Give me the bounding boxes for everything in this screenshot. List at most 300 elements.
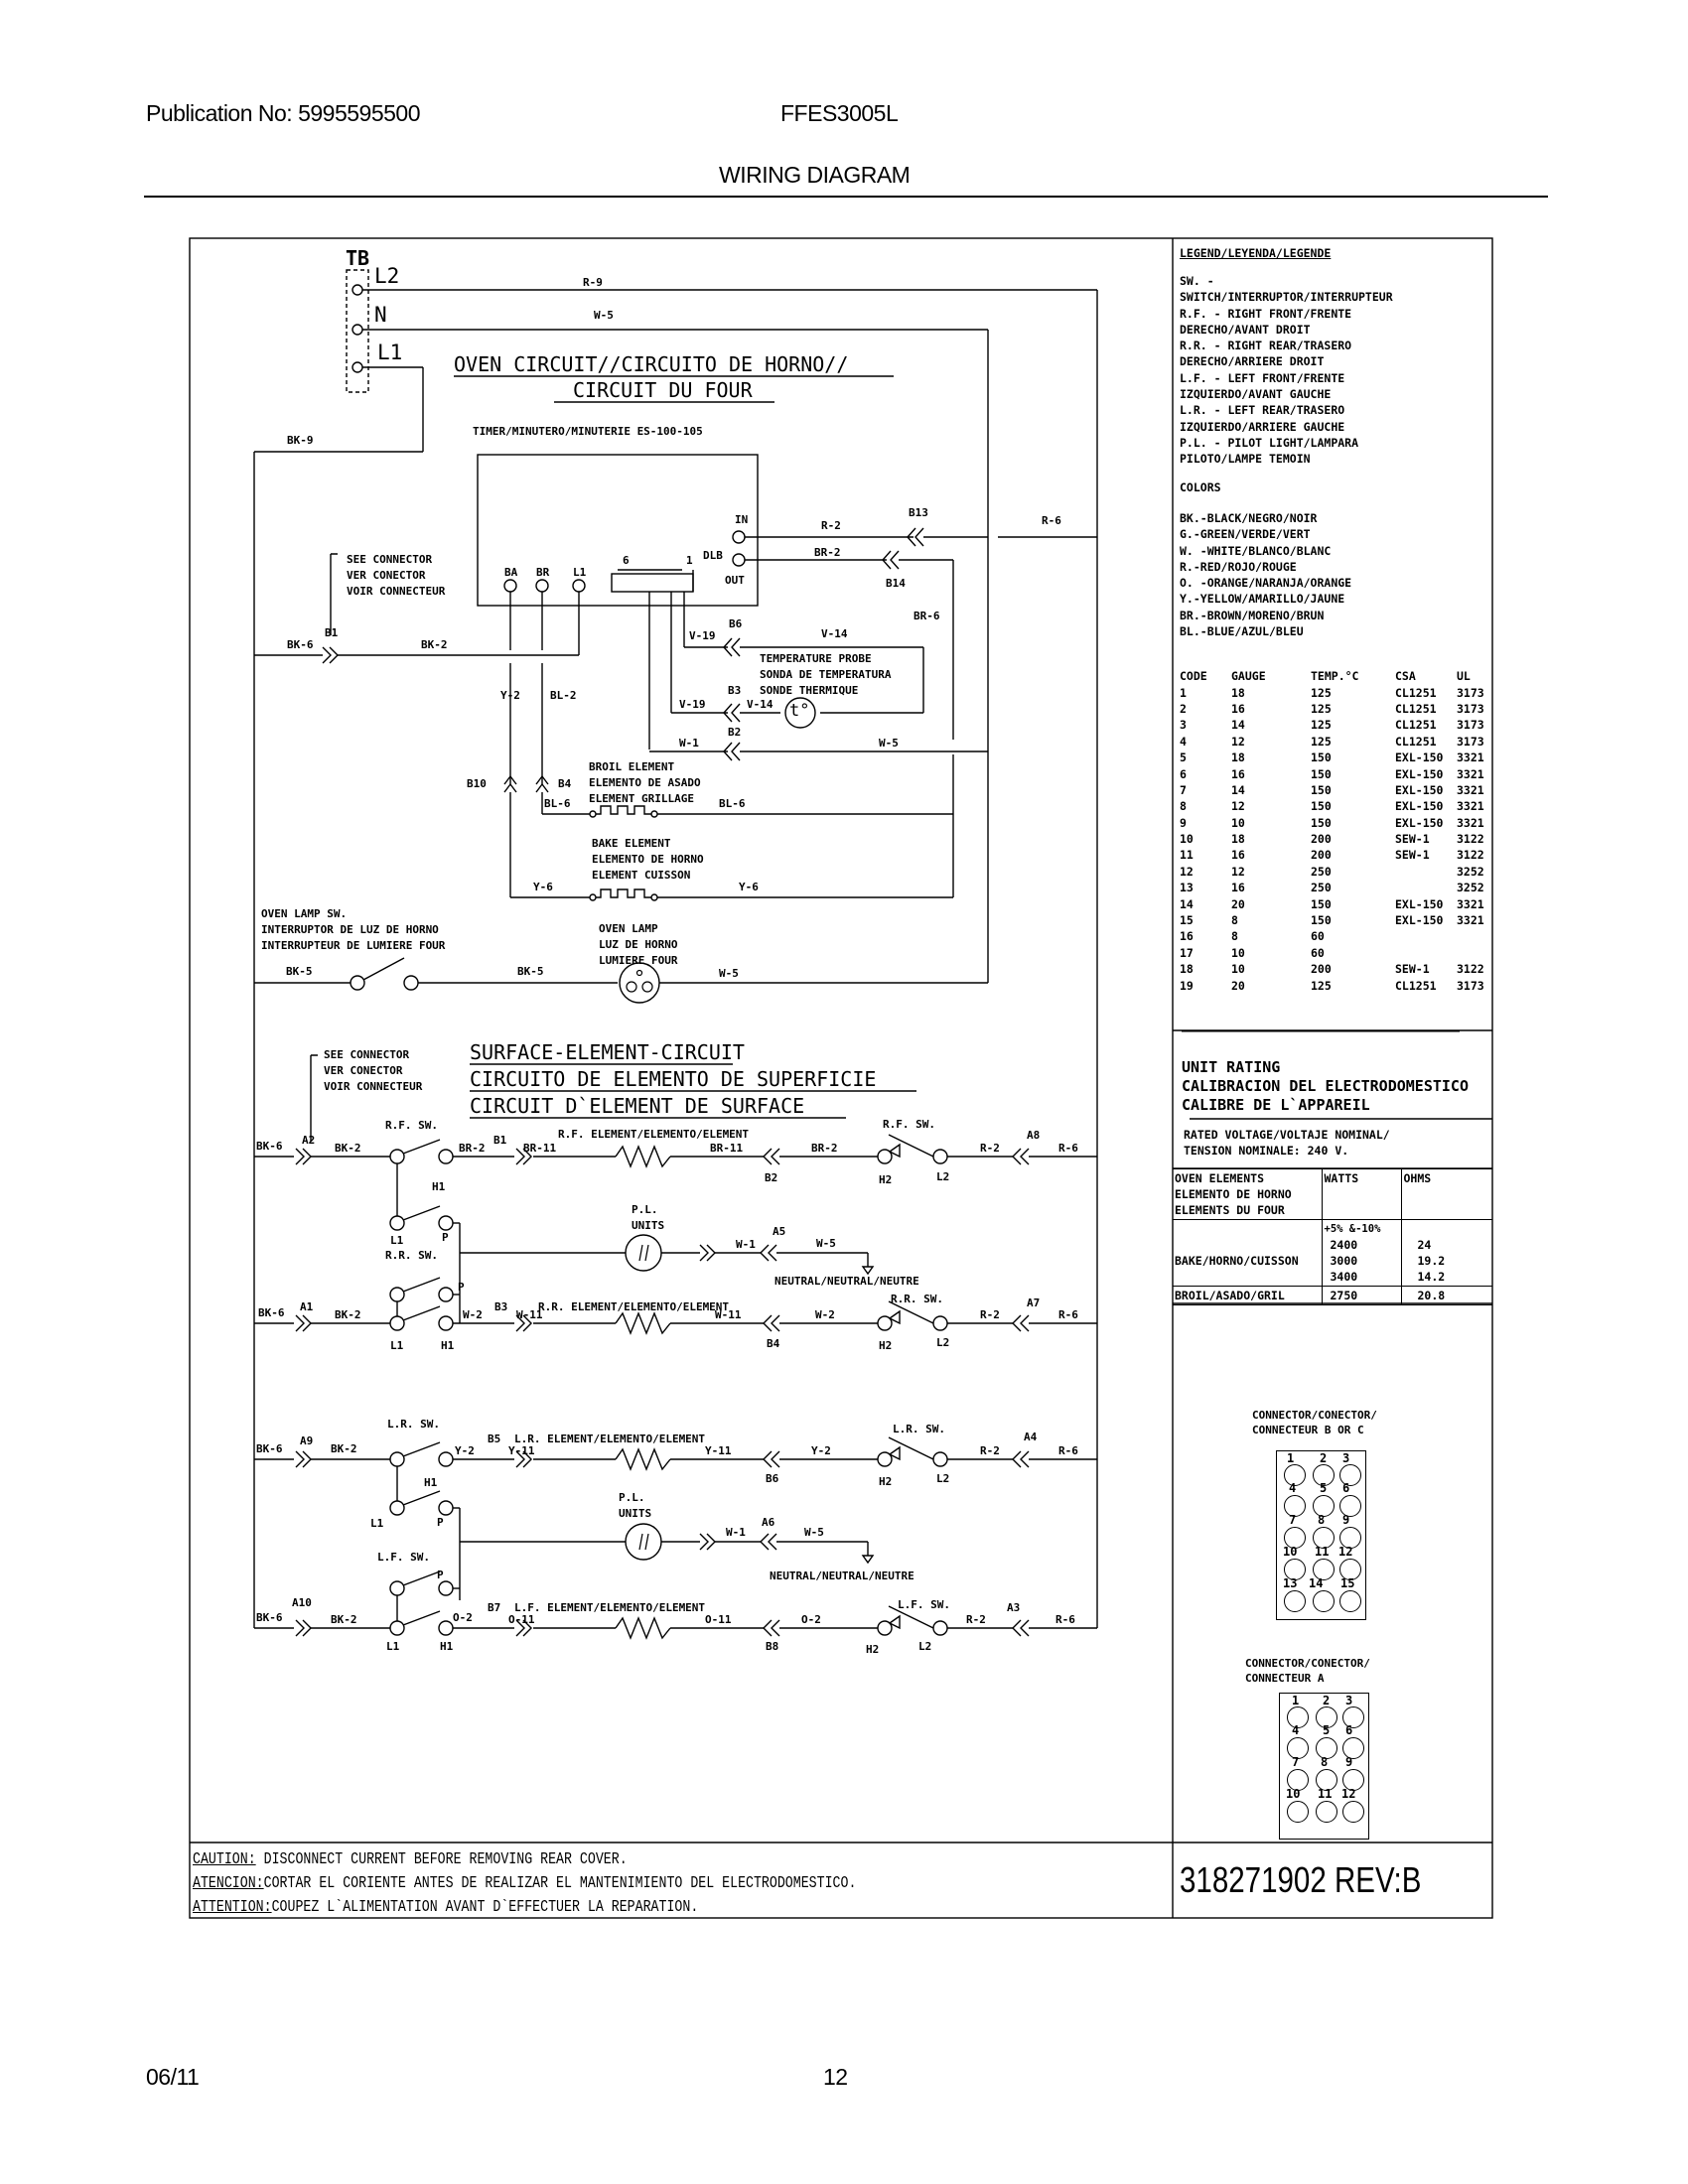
r4-supply: R-6	[1055, 1613, 1075, 1626]
r1-conn-out: A8	[1027, 1129, 1041, 1142]
r3-p: P	[437, 1516, 444, 1529]
r2-sw2-label: R.R. SW.	[891, 1293, 943, 1305]
r1-in-wire: BK-6	[256, 1140, 283, 1153]
r1-h1: H1	[432, 1180, 446, 1193]
legend-line: SWITCH/INTERRUPTOR/INTERRUPTEUR	[1180, 290, 1393, 305]
timer-terminal-l1: L1	[573, 566, 587, 579]
r1-el-wire2: BR-11	[710, 1142, 744, 1155]
pin-number: 12	[1338, 1545, 1353, 1559]
color-line: BK.-BLACK/NEGRO/NOIR	[1180, 511, 1318, 525]
r1-l2: L2	[936, 1170, 950, 1183]
r1-sw-label: R.F. SW.	[385, 1119, 438, 1132]
cell: 3173	[1457, 978, 1484, 993]
r3-sw2-label: L.R. SW.	[893, 1423, 945, 1435]
pin-number: 10	[1283, 1545, 1298, 1559]
connector-a-title-1: CONNECTOR/CONECTOR/	[1245, 1657, 1370, 1670]
pin-number: 2	[1323, 1694, 1331, 1707]
caution-text: CORTAR EL CORIENTE ANTES DE REALIZAR EL MANTENIMIENTO DEL ELECTRODOMESTICO.	[263, 1874, 857, 1893]
conn-b14: B14	[886, 577, 906, 590]
wire-w5-b: W-5	[879, 737, 899, 750]
table-row	[1180, 815, 1496, 831]
cell: SEW-1	[1395, 848, 1430, 863]
pin-number: 9	[1342, 1513, 1350, 1527]
colors-title: COLORS	[1180, 480, 1221, 494]
pin-number: 8	[1318, 1513, 1326, 1527]
watts-value: 2400	[1330, 1238, 1358, 1252]
cell: EXL-150	[1395, 782, 1444, 797]
cell: EXL-150	[1395, 896, 1444, 911]
cell: SEW-1	[1395, 832, 1430, 847]
table-row	[1180, 684, 1496, 700]
cell: 12	[1231, 864, 1245, 879]
cell: 150	[1311, 751, 1332, 765]
r1-h2: H2	[879, 1173, 893, 1186]
rated-voltage-1: RATED VOLTAGE/VOLTAJE NOMINAL/	[1184, 1128, 1390, 1142]
dlb-label: DLB	[703, 549, 723, 562]
r2-conn-in: A1	[300, 1300, 314, 1313]
cell: CL1251	[1395, 701, 1437, 716]
col-watts: WATTS	[1322, 1169, 1401, 1220]
r3-el-wire2: Y-11	[705, 1444, 732, 1457]
watts-value: 3400	[1330, 1270, 1358, 1284]
legend-list	[1180, 273, 1393, 468]
col-oven-elements	[1173, 1169, 1322, 1220]
cell: 125	[1311, 734, 1332, 749]
bake-row	[1173, 1220, 1492, 1287]
r1-conn-in: A2	[302, 1134, 316, 1147]
r4-conn-in: A10	[292, 1596, 312, 1609]
r3-ret-wire: Y-2	[811, 1444, 831, 1457]
cell: 3122	[1457, 962, 1484, 977]
bake-label-3: ELEMENT CUISSON	[592, 869, 691, 882]
part-number: 318271902 REV:B	[1180, 1859, 1422, 1900]
cell: 12	[1180, 864, 1194, 879]
color-line: BL.-BLUE/AZUL/BLEU	[1180, 624, 1304, 639]
rated-voltage	[1184, 1127, 1390, 1160]
cell: CL1251	[1395, 718, 1437, 733]
wire-r6: R-6	[1042, 514, 1061, 527]
col-csa: CSA	[1395, 669, 1416, 684]
lf-sw-label: L.F. SW.	[377, 1551, 430, 1564]
r3-l2: L2	[936, 1472, 950, 1485]
caution-block	[193, 1848, 856, 1920]
cell: 125	[1311, 685, 1332, 700]
r4-in-wire: BK-6	[256, 1611, 283, 1624]
connector-bc-title	[1252, 1408, 1377, 1437]
cell: 150	[1311, 766, 1332, 781]
neutral-label-1: NEUTRAL/NEUTRAL/NEUTRE	[774, 1275, 919, 1288]
cell: 15	[1180, 913, 1194, 928]
r3-b-in: B5	[488, 1433, 501, 1445]
cell: 60	[1311, 945, 1325, 960]
connector-a-title-2: CONNECTEUR A	[1245, 1672, 1325, 1685]
r4-el-wire2: O-11	[705, 1613, 732, 1626]
wire-y2: Y-2	[500, 689, 520, 702]
r1-supply: R-6	[1058, 1142, 1078, 1155]
r4-el-wire1: O-11	[508, 1613, 535, 1626]
cell: 150	[1311, 782, 1332, 797]
wire-y6-a: Y-6	[533, 881, 553, 893]
lamp-switch-label-2: INTERRUPTOR DE LUZ DE HORNO	[261, 923, 439, 936]
probe-label-2: SONDA DE TEMPERATURA	[760, 668, 892, 681]
pl1-w5: W-5	[816, 1237, 836, 1250]
table-row	[1180, 961, 1496, 977]
probe-label-3: SONDE THERMIQUE	[760, 684, 859, 697]
cell: 1	[1180, 685, 1187, 700]
broil-label: BROIL/ASADO/GRIL	[1173, 1287, 1322, 1305]
cell: 3321	[1457, 799, 1484, 814]
bake-label-2: ELEMENTO DE HORNO	[592, 853, 704, 866]
pin-number: 1	[1292, 1694, 1300, 1707]
legend-title: LEGEND/LEYENDA/LEGENDE	[1180, 246, 1332, 260]
pl1-conn: A5	[773, 1225, 786, 1238]
cell: 10	[1231, 815, 1245, 830]
surface-title-1: SURFACE-ELEMENT-CIRCUIT	[470, 1040, 745, 1064]
cell: 18	[1231, 685, 1245, 700]
cell: 3321	[1457, 815, 1484, 830]
connector-bc-title-1: CONNECTOR/CONECTOR/	[1252, 1409, 1377, 1422]
table-row	[1180, 928, 1496, 944]
cell: 200	[1311, 962, 1332, 977]
cell: 2	[1180, 701, 1187, 716]
cell: 150	[1311, 896, 1332, 911]
cell: 18	[1180, 962, 1194, 977]
cell	[1395, 864, 1457, 880]
cell: EXL-150	[1395, 766, 1444, 781]
pin-number: 11	[1318, 1787, 1333, 1801]
pin-number: 7	[1292, 1755, 1300, 1769]
r3-r-wire: R-2	[980, 1444, 1000, 1457]
table-row	[1180, 701, 1496, 717]
cell	[1395, 880, 1457, 895]
cell: 3	[1180, 718, 1187, 733]
publication-number: Publication No: 5995595500	[146, 100, 421, 126]
caution-line-fr	[193, 1896, 856, 1920]
cell: 3173	[1457, 734, 1484, 749]
table-row	[1180, 895, 1496, 911]
r1-p: P	[442, 1231, 449, 1244]
cell: 10	[1231, 962, 1245, 977]
conn-b13: B13	[909, 506, 928, 519]
pin-number: 10	[1286, 1787, 1301, 1801]
pin-number: 12	[1341, 1787, 1356, 1801]
cell: 3321	[1457, 913, 1484, 928]
wire-w5-c: W-5	[719, 967, 739, 980]
see-connector-3: VOIR CONNECTEUR	[347, 585, 446, 598]
lamp-label-3: LUMIERE FOUR	[599, 954, 678, 967]
cell: 3321	[1457, 751, 1484, 765]
r3-sw-label: L.R. SW.	[387, 1418, 440, 1431]
cell: CL1251	[1395, 734, 1437, 749]
r1-element: R.F. ELEMENT/ELEMENTO/ELEMENT	[558, 1128, 750, 1141]
color-line: G.-GREEN/VERDE/VERT	[1180, 527, 1311, 542]
pin-number: 15	[1340, 1576, 1355, 1590]
caution-line-en	[193, 1848, 856, 1872]
cell: 250	[1311, 881, 1332, 895]
caution-text: COUPEZ L`ALIMENTATION AVANT D`EFFECTUER LA REPARATION.	[271, 1898, 699, 1917]
cell	[1395, 928, 1457, 944]
r1-r-wire: R-2	[980, 1142, 1000, 1155]
r4-h2: H2	[866, 1643, 880, 1656]
r1-el-wire1: BR-11	[523, 1142, 557, 1155]
r3-sw-wire: BK-2	[331, 1442, 357, 1455]
cell: 3173	[1457, 701, 1484, 716]
cell: 17	[1180, 945, 1194, 960]
pin-number: 2	[1320, 1451, 1328, 1465]
wire-bk9: BK-9	[287, 434, 314, 447]
wire-bl6-b: BL-6	[719, 797, 746, 810]
r3-in-wire: BK-6	[256, 1442, 283, 1455]
r3-element: L.R. ELEMENT/ELEMENTO/ELEMENT	[514, 1433, 706, 1445]
r1-ret-wire: BR-2	[811, 1142, 838, 1155]
cell: 16	[1180, 929, 1194, 944]
conn-b3-oven: B3	[728, 684, 742, 697]
header-rule	[144, 196, 1548, 198]
wire-y6-b: Y-6	[739, 881, 759, 893]
cell: 8	[1231, 913, 1238, 928]
dlb-out-label: OUT	[725, 574, 745, 587]
cell: 8	[1180, 799, 1187, 814]
table-row	[1180, 880, 1496, 895]
surface-see-connector-3: VOIR CONNECTEUR	[324, 1080, 423, 1093]
ohms-value: 19.2	[1417, 1254, 1446, 1268]
cell: 10	[1180, 832, 1194, 847]
r3-b-out: B6	[766, 1472, 779, 1485]
wire-r9: R-9	[583, 276, 603, 289]
rr-sw-label: R.R. SW.	[385, 1249, 438, 1262]
r2-ret-wire: W-2	[815, 1308, 835, 1321]
broil-watts: 2750	[1322, 1287, 1401, 1305]
wire-bk5-a: BK-5	[286, 965, 313, 978]
pl2-w5: W-5	[804, 1526, 824, 1539]
cell: 150	[1311, 913, 1332, 928]
pin-number: 5	[1320, 1481, 1328, 1495]
ohms-value: 14.2	[1417, 1270, 1446, 1284]
cell: 14	[1231, 782, 1245, 797]
r2-l1: L1	[390, 1339, 404, 1352]
r2-supply: R-6	[1058, 1308, 1078, 1321]
legend-line: IZQUIERDO/AVANT GAUCHE	[1180, 387, 1332, 402]
lamp-label-2: LUZ DE HORNO	[599, 938, 678, 951]
timer-connector-pin1: 1	[686, 554, 693, 567]
broil-label-2: ELEMENTO DE ASADO	[589, 776, 701, 789]
page-title: WIRING DIAGRAM	[719, 162, 911, 188]
cell: 200	[1311, 848, 1332, 863]
conn-b2-oven: B2	[728, 726, 742, 739]
r2-sw-wire: BK-2	[335, 1308, 361, 1321]
table-row	[1180, 945, 1496, 961]
cell: 3122	[1457, 832, 1484, 847]
cell: CL1251	[1395, 978, 1437, 993]
color-line: Y.-YELLOW/AMARILLO/JAUNE	[1180, 592, 1345, 607]
table-row	[1180, 734, 1496, 750]
connector-pin	[1284, 1590, 1306, 1612]
pin-number: 14	[1309, 1576, 1324, 1590]
cell: 7	[1180, 782, 1187, 797]
color-line: O. -ORANGE/NARANJA/ORANGE	[1180, 576, 1352, 591]
color-line: R.-RED/ROJO/ROUGE	[1180, 559, 1297, 574]
wire-r2: R-2	[821, 519, 841, 532]
table-row	[1180, 765, 1496, 781]
r2-element: R.R. ELEMENT/ELEMENTO/ELEMENT	[538, 1300, 730, 1313]
oven-elements-header	[1173, 1169, 1492, 1220]
legend-line: L.F. - LEFT FRONT/FRENTE	[1180, 370, 1345, 385]
r1-out-wire: BR-2	[459, 1142, 486, 1155]
cell: SEW-1	[1395, 962, 1430, 977]
r4-b-in: B7	[488, 1601, 501, 1614]
pin-number: 9	[1345, 1755, 1353, 1769]
cell: 250	[1311, 864, 1332, 879]
cell: 3321	[1457, 782, 1484, 797]
cell: 125	[1311, 978, 1332, 993]
col-ul: UL	[1457, 669, 1471, 684]
cell: EXL-150	[1395, 799, 1444, 814]
legend-line: P.L. - PILOT LIGHT/LAMPARA	[1180, 435, 1359, 450]
colors-list	[1180, 510, 1351, 639]
r2-el-wire1: W-11	[516, 1308, 543, 1321]
timer-terminal-br: BR	[536, 566, 550, 579]
r2-l2: L2	[936, 1336, 950, 1349]
caution-key: ATTENTION:	[193, 1898, 272, 1917]
cell: 12	[1231, 799, 1245, 814]
oven-elements-table	[1173, 1168, 1492, 1305]
pin-number: 3	[1342, 1451, 1350, 1465]
wire-v14-b: V-14	[747, 698, 774, 711]
footer-page-number: 12	[823, 2064, 848, 2090]
cell: 13	[1180, 881, 1194, 895]
surface-title-3: CIRCUIT D`ELEMENT DE SURFACE	[470, 1094, 805, 1118]
pl2-label-1: P.L.	[619, 1491, 645, 1504]
terminal-n-label: N	[374, 303, 387, 327]
r3-conn-out: A4	[1024, 1431, 1038, 1443]
table-row	[1180, 847, 1496, 863]
bake-watts	[1322, 1220, 1401, 1287]
caution-key: ATENCION:	[193, 1874, 264, 1893]
cell: 16	[1231, 848, 1245, 863]
r4-element: L.F. ELEMENT/ELEMENTO/ELEMENT	[514, 1601, 706, 1614]
cell	[1395, 945, 1457, 961]
probe-label-1: TEMPERATURE PROBE	[760, 652, 872, 665]
conn-b1: B1	[325, 626, 339, 639]
lf-p: P	[437, 1569, 444, 1581]
bake-label-1: BAKE ELEMENT	[592, 837, 671, 850]
legend-line: R.R. - RIGHT REAR/TRASERO	[1180, 339, 1352, 353]
broil-ohms: 20.8	[1401, 1287, 1492, 1305]
cell: 10	[1231, 945, 1245, 960]
connector-bc-title-2: CONNECTEUR B OR C	[1252, 1424, 1364, 1436]
spacer	[1404, 1221, 1491, 1237]
legend-line: PILOTO/LAMPE TEMOIN	[1180, 452, 1311, 467]
r4-ret-wire: O-2	[801, 1613, 821, 1626]
cell: 14	[1180, 896, 1194, 911]
pl1-label-2: UNITS	[632, 1219, 665, 1232]
legend-line: SW. -	[1180, 274, 1214, 288]
cell: EXL-150	[1395, 815, 1444, 830]
r1-l1: L1	[390, 1234, 404, 1247]
r4-out-wire: O-2	[453, 1611, 473, 1624]
connector-pin	[1313, 1590, 1335, 1612]
cell: 20	[1231, 978, 1245, 993]
legend-line: DERECHO/AVANT DROIT	[1180, 322, 1311, 337]
col-label-line: ELEMENTS DU FOUR	[1175, 1203, 1285, 1217]
surface-see-connector-1: SEE CONNECTOR	[324, 1048, 410, 1061]
cell: 18	[1231, 751, 1245, 765]
cell: 16	[1231, 881, 1245, 895]
r3-out-wire: Y-2	[455, 1444, 475, 1457]
wire-w1: W-1	[679, 737, 699, 750]
oven-circuit-title-line1: OVEN CIRCUIT//CIRCUITO DE HORNO//	[454, 352, 849, 376]
col-ohms: OHMS	[1401, 1169, 1492, 1220]
caution-text: DISCONNECT CURRENT BEFORE REMOVING REAR COVER.	[255, 1850, 628, 1869]
pin-number: 11	[1315, 1545, 1330, 1559]
r1-sw2-label: R.F. SW.	[883, 1118, 935, 1131]
cell: 5	[1180, 751, 1187, 765]
r3-h2: H2	[879, 1475, 893, 1488]
pl2-label-2: UNITS	[619, 1507, 652, 1520]
terminal-l1-label: L1	[377, 341, 403, 364]
cell: EXL-150	[1395, 913, 1444, 928]
connector-pin	[1339, 1590, 1361, 1612]
cell: 20	[1231, 896, 1245, 911]
connector-pin	[1342, 1801, 1364, 1823]
r3-el-wire1: Y-11	[508, 1444, 535, 1457]
cell: 6	[1180, 766, 1187, 781]
cell: 16	[1231, 766, 1245, 781]
see-connector-2: VER CONECTOR	[347, 569, 426, 582]
pin-number: 8	[1321, 1755, 1329, 1769]
broil-row	[1173, 1287, 1492, 1305]
pl1-w1: W-1	[736, 1238, 756, 1251]
cell: 3173	[1457, 718, 1484, 733]
table-row	[1180, 750, 1496, 765]
wire-w5: W-5	[594, 309, 614, 322]
pin-number: 13	[1283, 1576, 1298, 1590]
timer-terminal-ba: BA	[504, 566, 518, 579]
r4-sw-wire: BK-2	[331, 1613, 357, 1626]
unit-rating-title-2: CALIBRACION DEL ELECTRODOMESTICO	[1182, 1077, 1469, 1095]
r4-conn-out: A3	[1007, 1601, 1021, 1614]
cell: 3252	[1457, 864, 1484, 879]
r1-sw-wire: BK-2	[335, 1142, 361, 1155]
rated-voltage-2: TENSION NOMINALE: 240 V.	[1184, 1144, 1349, 1159]
pl1-label-1: P.L.	[632, 1203, 658, 1216]
connector-a	[1279, 1693, 1369, 1840]
conn-b6-oven: B6	[729, 617, 743, 630]
pin-number: 5	[1323, 1723, 1331, 1737]
wire-v14-a: V-14	[821, 627, 848, 640]
r2-b-out: B4	[767, 1337, 780, 1350]
cell: 200	[1311, 832, 1332, 847]
r4-r-wire: R-2	[966, 1613, 986, 1626]
col-label-line: ELEMENTO DE HORNO	[1175, 1187, 1292, 1201]
cell: 3173	[1457, 685, 1484, 700]
r2-h1: H1	[441, 1339, 455, 1352]
surface-see-connector-2: VER CONECTOR	[324, 1064, 403, 1077]
broil-label-3: ELEMENT GRILLAGE	[589, 792, 694, 805]
connector-pin	[1316, 1801, 1337, 1823]
neutral-label-2: NEUTRAL/NEUTRAL/NEUTRE	[770, 1570, 914, 1582]
r4-l2: L2	[918, 1640, 932, 1653]
r2-r-wire: R-2	[980, 1308, 1000, 1321]
r1-b-in: B1	[493, 1134, 507, 1147]
r4-l1: L1	[386, 1640, 400, 1653]
r2-out-wire: W-2	[463, 1308, 483, 1321]
table-row	[1180, 782, 1496, 798]
conn-b4-oven: B4	[558, 777, 572, 790]
caution-key: CAUTION:	[193, 1850, 256, 1869]
cell: 12	[1231, 734, 1245, 749]
pin-number: 6	[1345, 1723, 1353, 1737]
